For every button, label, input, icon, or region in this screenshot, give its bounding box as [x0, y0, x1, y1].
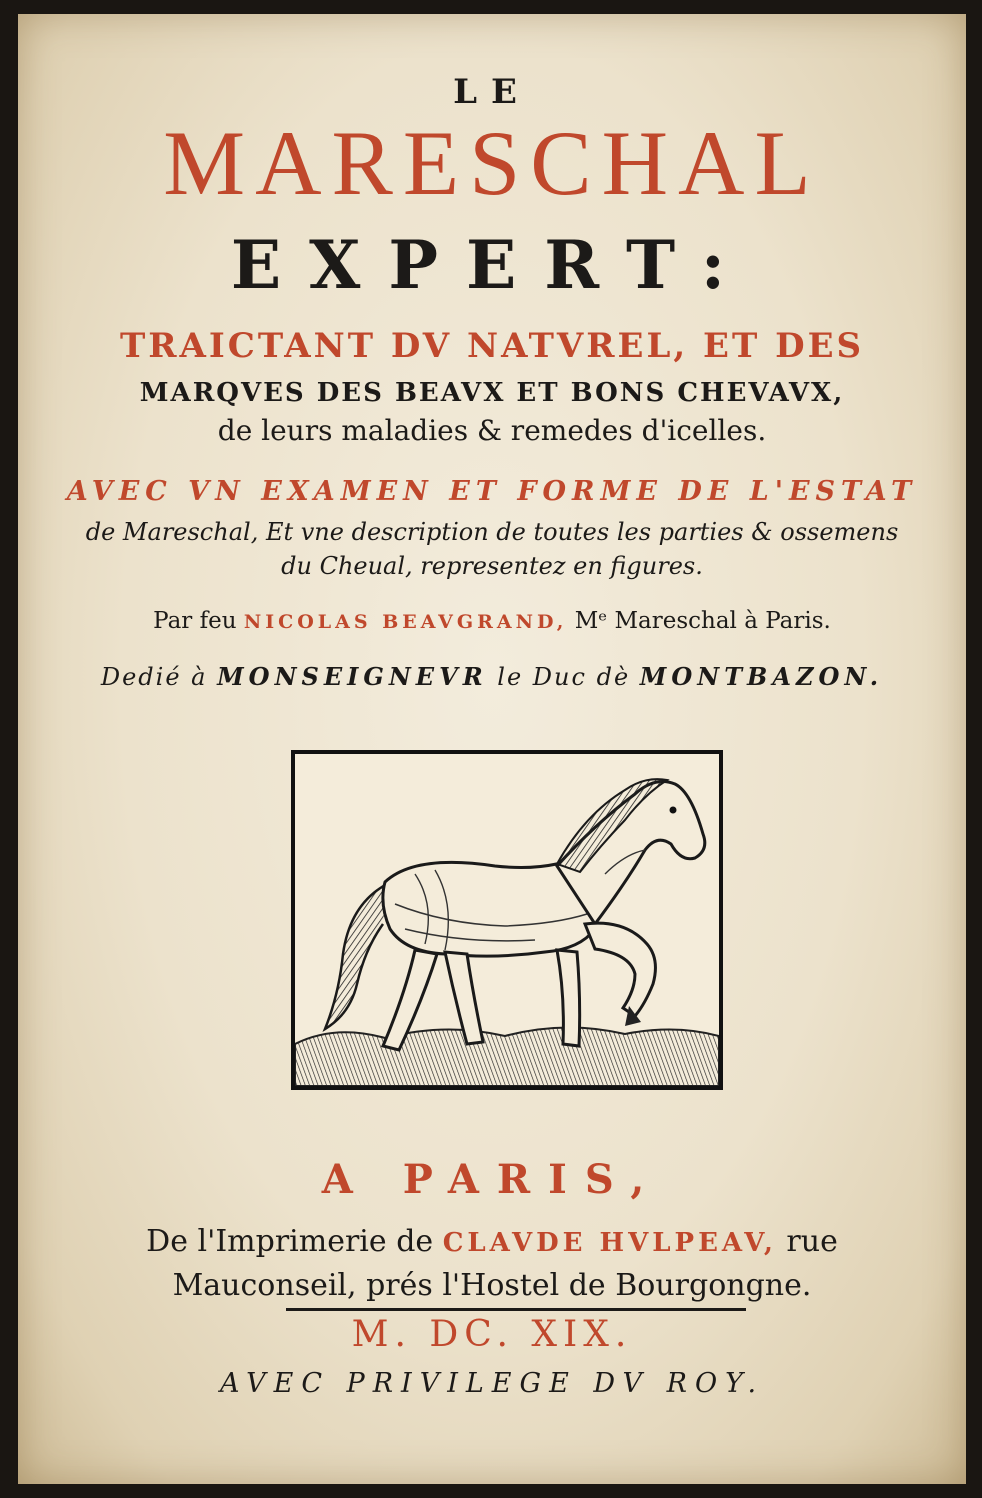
author-line — [18, 608, 966, 634]
title-page — [18, 14, 966, 1484]
author-prefix: Par feu — [153, 608, 244, 634]
dedication-prefix: Dedié à — [100, 663, 218, 691]
imprint-privilege: AVEC PRIVILEGE DV ROY. — [219, 1368, 765, 1399]
imprint-year: M. DC. XIX. — [351, 1314, 633, 1355]
horse-icon — [295, 754, 719, 1086]
title-sub: EXPERT: — [230, 226, 754, 304]
imprint-city: A PARIS, — [321, 1156, 663, 1203]
imprint-line-1 — [18, 1224, 966, 1259]
dedication-mid: le Duc dè — [487, 663, 640, 691]
dedication-monseigneur: MONSEIGNEVR — [217, 662, 488, 691]
horse-woodcut-illustration — [291, 750, 723, 1090]
title-main: MARESCHAL — [163, 112, 821, 214]
avec-line-2: de Mareschal, Et vne description de toutes les parties & ossemens — [85, 518, 899, 546]
subtitle-line-2: MARQVES DES BEAVX ET BONS CHEVAVX, — [139, 378, 845, 408]
title-article: LE — [453, 72, 531, 112]
dedication-montbazon: MONTBAZON. — [639, 662, 884, 691]
imprint-printer: CLAVDE HVLPEAV, — [442, 1228, 777, 1258]
avec-line-1: AVEC VN EXAMEN ET FORME DE L'ESTAT — [66, 476, 918, 507]
imprint-line-1-suffix: rue — [776, 1224, 838, 1259]
author-name: NICOLAS BEAVGRAND, — [243, 611, 568, 633]
avec-line-3: du Cheual, representez en figures. — [281, 552, 703, 580]
divider-rule — [286, 1308, 746, 1311]
author-suffix: Mᵉ Mareschal à Paris. — [567, 608, 831, 634]
subtitle-line-3: de leurs maladies & remedes d'icelles. — [217, 414, 767, 447]
subtitle-line-1: TRAICTANT DV NATVREL, ET DES — [119, 326, 865, 366]
dedication-line — [18, 662, 966, 691]
imprint-line-1-prefix: De l'Imprimerie de — [146, 1224, 443, 1259]
imprint-line-2: Mauconseil, prés l'Hostel de Bourgongne. — [172, 1268, 812, 1303]
